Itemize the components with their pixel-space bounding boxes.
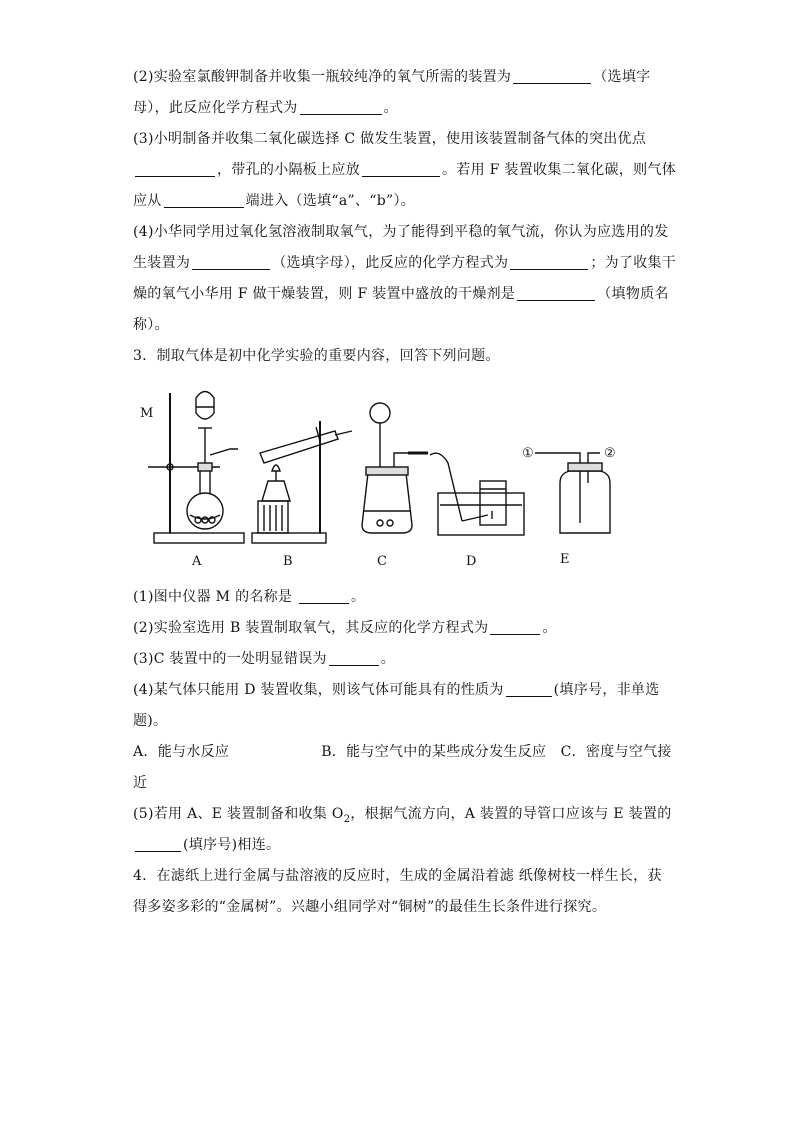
lab-apparatus-figure — [140, 383, 620, 573]
text-run: 4．在滤纸上进行金属与盐溶液的反应时，生成的金属沿着滤 纸像树枝一样生长，获 — [133, 868, 662, 884]
answer-blank[interactable] — [362, 162, 440, 177]
text-run: (填序号)相连。 — [183, 837, 281, 853]
text-run: (2)实验室氯酸钾制备并收集一瓶较纯净的氧气所需的装置为 — [133, 69, 512, 85]
text-line — [133, 835, 280, 855]
apparatus-c — [362, 403, 428, 533]
text-run: 称）。 — [133, 317, 169, 333]
text-run: 得多姿多彩的“金属树”。兴趣小组同学对“铜树”的最佳生长条件进行探究。 — [133, 899, 607, 915]
answer-blank[interactable] — [513, 69, 591, 84]
text-line — [133, 160, 676, 180]
question-3-title — [133, 346, 500, 366]
label-port-2: ② — [604, 446, 616, 461]
text-run: 3．制取气体是初中化学实验的重要内容，回答下列问题。 — [133, 348, 500, 364]
label-c: C — [377, 554, 387, 569]
answer-blank[interactable] — [135, 837, 181, 852]
text-run: ，根据气流方向，A 装置的导管口应该与 E 装置的 — [350, 806, 672, 822]
text-line — [133, 804, 672, 824]
apparatus-d — [430, 453, 524, 535]
text-run: （填物质名 — [597, 286, 669, 302]
text-run: （选填字母），此反应的化学方程式为 — [272, 255, 509, 271]
text-run: （选填字 — [593, 69, 651, 85]
label-e: E — [560, 552, 570, 567]
text-run: 。 — [380, 651, 396, 667]
answer-blank[interactable] — [490, 620, 540, 635]
text-run: 。 — [542, 620, 557, 636]
text-run: B．能与空气中的某些成分发生反应 C．密度与空气接 — [321, 744, 672, 760]
text-run: 近 — [133, 775, 148, 791]
text-line — [133, 618, 557, 638]
label-a: A — [192, 554, 202, 569]
text-run: 燥的氧气小华用 F 做干燥装置，则 F 装置中盛放的干燥剂是 — [133, 286, 516, 302]
text-run: (4)小华同学用过氧化氢溶液制取氧气，为了能得到平稳的氧气流，你认为应选用的发 — [133, 224, 669, 240]
answer-blank[interactable] — [329, 651, 379, 666]
answer-blank[interactable] — [192, 255, 270, 270]
text-run: 题)。 — [133, 713, 168, 729]
answer-blank[interactable] — [510, 255, 588, 270]
text-run: 母），此反应化学方程式为 — [133, 100, 298, 116]
answer-blank[interactable] — [506, 682, 552, 697]
text-run: 端进入（选填“a”、“b”）。 — [245, 193, 416, 209]
text-run: ，带孔的小隔板上应放 — [217, 162, 360, 178]
text-run: ；为了收集干 — [590, 255, 677, 271]
text-line — [133, 773, 147, 793]
answer-blank[interactable] — [135, 162, 215, 177]
answer-blank[interactable] — [517, 286, 595, 301]
text-line — [133, 129, 646, 149]
text-run: (1)图中仪器 M 的名称是 — [133, 589, 298, 605]
text-run: (3)C 装置中的一处明显错误为 — [133, 651, 327, 667]
subscript: 2 — [343, 813, 351, 825]
text-line — [133, 284, 669, 304]
text-line — [133, 98, 398, 118]
text-line — [133, 315, 169, 335]
label-d: D — [466, 554, 477, 569]
question-4-line — [133, 897, 606, 917]
text-run: (4)某气体只能用 D 装置收集，则该气体可能具有的性质为 — [133, 682, 504, 698]
apparatus-a — [148, 392, 244, 544]
text-line — [133, 67, 650, 87]
text-line — [133, 711, 167, 731]
text-run: (填序号，非单选 — [553, 682, 660, 698]
text-run: 。 — [351, 589, 366, 605]
text-run: 应从 — [133, 193, 162, 209]
text-run: A．能与水反应 — [133, 744, 230, 760]
text-run: (5)若用 A、E 装置制备和收集 O — [133, 806, 344, 822]
label-m: M — [140, 406, 154, 421]
text-run: (3)小明制备并收集二氧化碳选择 C 做发生装置，使用该装置制备气体的突出优点 — [133, 131, 647, 147]
label-port-1: ① — [522, 446, 534, 461]
text-run: 。若用 F 装置收集二氧化碳，则气体 — [442, 162, 677, 178]
apparatus-b — [252, 421, 352, 543]
text-run: 。 — [383, 100, 398, 116]
text-line — [133, 587, 365, 607]
apparatus-e — [535, 453, 610, 533]
answer-blank[interactable] — [164, 193, 244, 208]
answer-blank[interactable] — [299, 589, 349, 604]
text-line — [133, 253, 676, 273]
answer-blank[interactable] — [300, 100, 382, 115]
text-run: (2)实验室选用 B 装置制取氧气，其反应的化学方程式为 — [133, 620, 489, 636]
text-line — [133, 222, 669, 242]
question-4-line — [133, 866, 662, 886]
text-line — [133, 191, 415, 211]
text-run: 生装置为 — [133, 255, 191, 271]
label-b: B — [283, 554, 293, 569]
text-line — [133, 649, 395, 669]
text-line — [133, 680, 660, 700]
option-line — [133, 742, 672, 762]
